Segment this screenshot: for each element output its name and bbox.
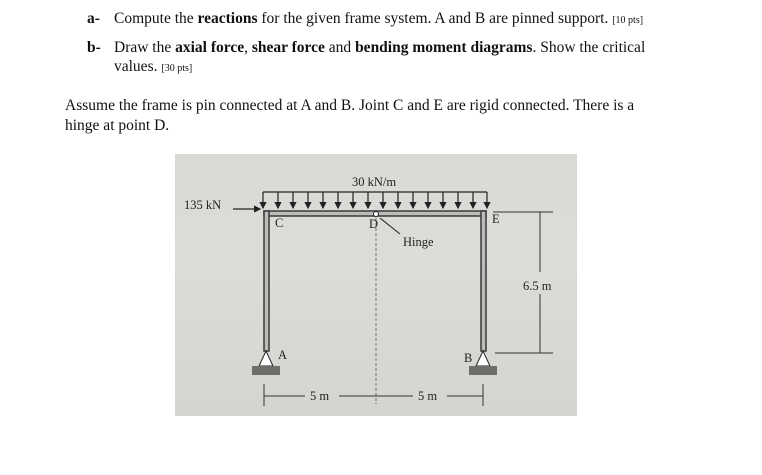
frame-members [264,211,486,351]
question-a-points: [10 pts] [612,15,644,26]
span-right-label: 5 m [418,389,438,403]
question-b [87,38,727,78]
question-b-text-line2: values. [30 pts] [114,58,193,75]
question-b-text: Draw the axial force, shear force and bending moment diagrams. Show the critical [114,39,646,56]
question-a-text: Compute the reactions for the given frame system. A and B are pinned support. [10 pts] [114,10,644,27]
question-a-label: a- [87,10,100,27]
hinge-leader [380,218,400,234]
frame-figure [175,154,577,416]
distributed-load [263,192,487,208]
point-b-label: B [464,351,473,365]
assumption-paragraph [65,96,705,136]
frame-diagram [175,154,577,416]
hinge-d-marker [374,212,379,217]
support-b [469,351,497,375]
force-label: 135 kN [184,198,222,212]
question-a [87,9,727,29]
point-d-label: D [369,217,379,231]
question-b-points: [30 pts] [161,63,193,74]
hinge-label: Hinge [403,235,434,249]
assumption-line-1: Assume the frame is pin connected at A and B. Joint C and E are rigid connected. There is a [65,97,635,114]
question-b-label: b- [87,39,101,56]
support-a [252,351,280,375]
point-e-label: E [492,212,500,226]
assumption-line-2: hinge at point D. [65,117,170,134]
load-label: 30 kN/m [352,175,397,189]
span-dimensions [264,384,483,406]
span-left-label: 5 m [310,389,330,403]
point-c-label: C [275,216,284,230]
height-label: 6.5 m [523,279,552,293]
point-a-label: A [278,348,288,362]
